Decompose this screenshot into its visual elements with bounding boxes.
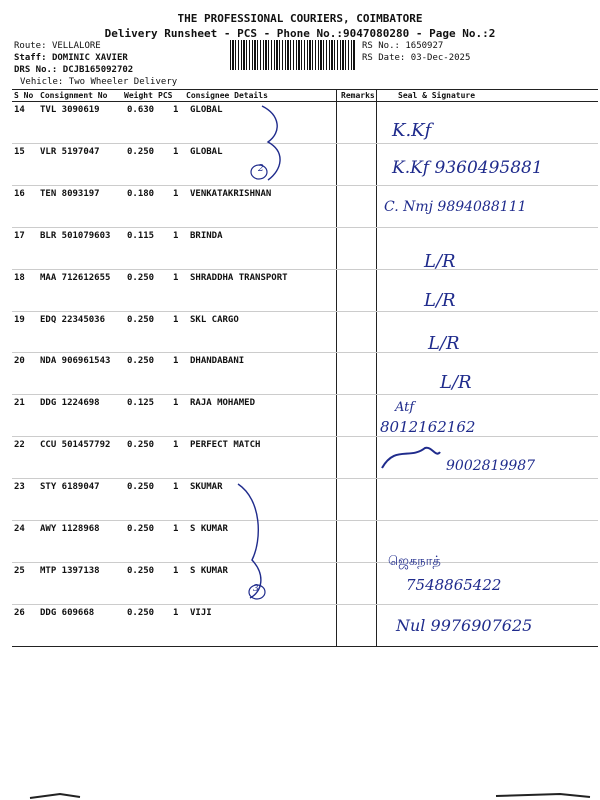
col-header-consignee: Consignee Details — [186, 91, 268, 100]
row-pcs: 1 — [173, 314, 179, 325]
row-pcs: 1 — [173, 356, 179, 367]
header-rule-top — [12, 89, 598, 90]
row-consignee: GLOBAL — [190, 146, 223, 157]
row-sno: 19 — [14, 314, 25, 325]
staff-label: Staff: — [14, 53, 47, 63]
row-consignee: BRINDA — [190, 230, 223, 241]
row-weight: 0.180 — [127, 188, 155, 199]
row-weight: 0.250 — [127, 565, 155, 576]
route-value: VELLALORE — [51, 41, 101, 51]
row-weight: 0.115 — [127, 230, 155, 241]
row-consignment-no: STY 6189047 — [40, 482, 100, 493]
company-title: THE PROFESSIONAL COURIERS, COIMBATORE — [177, 12, 423, 25]
table-row — [0, 394, 600, 436]
row-pcs: 1 — [173, 607, 179, 618]
signature-row-22: 9002819987 — [446, 458, 536, 474]
row-pcs: 1 — [173, 188, 179, 199]
row-consignment-no: TEN 8093197 — [40, 188, 100, 199]
staff-value: DOMINIC XAVIER — [51, 53, 128, 63]
row-consignment-no: BLR 501079603 — [40, 230, 111, 241]
col-header-weight: Weight — [124, 91, 153, 100]
row-weight: 0.250 — [127, 272, 155, 283]
row-weight: 0.250 — [127, 440, 155, 451]
rs-no-line — [362, 41, 443, 51]
row-weight: 0.250 — [127, 607, 155, 618]
row-sno: 26 — [14, 607, 25, 618]
row-consignment-no: TVL 3090619 — [40, 105, 100, 115]
row-weight: 0.250 — [127, 482, 155, 493]
signature-row-20: L/R — [440, 372, 472, 393]
row-consignment-no: MAA 712612655 — [40, 272, 111, 283]
row-consignee: GLOBAL — [190, 105, 223, 115]
rs-date-line — [362, 53, 470, 63]
row-weight: 0.250 — [127, 146, 155, 157]
row-consignment-no: NDA 906961543 — [40, 356, 111, 367]
row-weight: 0.250 — [127, 524, 155, 534]
row-sno: 20 — [14, 356, 25, 367]
signature-row-21-phone: 8012162162 — [380, 418, 476, 436]
signature-row-25-name: ஜெகநாத் — [388, 554, 441, 569]
row-consignee: S KUMAR — [190, 565, 228, 576]
rs-date-value: 03-Dec-2025 — [410, 53, 471, 63]
row-pcs: 1 — [173, 524, 179, 534]
rs-no-label: RS No.: — [362, 41, 400, 51]
rs-no-value: 1650927 — [405, 41, 444, 51]
route-label: Route: — [14, 41, 47, 51]
row-consignment-no: DDG 609668 — [40, 607, 95, 618]
row-separator — [12, 604, 598, 605]
row-consignment-no: MTP 1397138 — [40, 565, 100, 576]
row-sno: 21 — [14, 398, 25, 409]
row-separator — [12, 352, 598, 353]
bracket-label-2: 3 — [253, 584, 259, 594]
signature-row-26: Nul 9976907625 — [396, 616, 533, 635]
table-row — [0, 478, 600, 520]
table-row — [0, 520, 600, 562]
row-weight: 0.125 — [127, 398, 155, 409]
vehicle-line — [20, 77, 177, 87]
row-consignment-no: AWY 1128968 — [40, 524, 100, 534]
row-sno: 14 — [14, 105, 25, 115]
col-header-signature: Seal & Signature — [398, 91, 476, 100]
row-separator — [12, 269, 598, 270]
rs-date-label: RS Date: — [362, 53, 406, 63]
signature-row-18: L/R — [424, 290, 456, 311]
row-consignee: S KUMAR — [190, 524, 228, 534]
signature-row-21-initials: Atf — [395, 400, 415, 415]
row-pcs: 1 — [173, 440, 179, 451]
route-line — [14, 41, 101, 51]
row-separator — [12, 143, 598, 144]
row-separator — [12, 227, 598, 228]
row-sno: 16 — [14, 188, 25, 199]
signature-row-14: K.Kf — [392, 120, 432, 141]
col-header-remarks: Remarks — [341, 91, 375, 100]
barcode-image — [230, 40, 356, 70]
table-row — [0, 227, 600, 269]
row-weight: 0.250 — [127, 356, 155, 367]
footer-mark-right — [496, 794, 590, 797]
row-pcs: 1 — [173, 482, 179, 493]
vehicle-value: Two Wheeler Delivery — [68, 77, 178, 87]
row-pcs: 1 — [173, 105, 179, 115]
col-header-sno: S No — [14, 91, 34, 100]
row-consignment-no: CCU 501457792 — [40, 440, 111, 451]
row-consignee: SKUMAR — [190, 482, 223, 493]
signature-row-19: L/R — [428, 333, 460, 354]
row-sno: 24 — [14, 524, 25, 534]
row-pcs: 1 — [173, 230, 179, 241]
row-consignee: DHANDABANI — [190, 356, 245, 367]
col-header-consignment: Consignment No — [40, 91, 108, 100]
row-sno: 22 — [14, 440, 25, 451]
row-pcs: 1 — [173, 565, 179, 576]
signature-row-25-phone: 7548865422 — [406, 576, 502, 594]
row-pcs: 1 — [173, 272, 179, 283]
row-sno: 18 — [14, 272, 25, 283]
runsheet-subtitle: Delivery Runsheet - PCS - Phone No.:9047080280 - Page No.:2 — [104, 27, 496, 40]
row-separator — [12, 394, 598, 395]
drs-value: DCJB165092702 — [62, 65, 134, 75]
row-pcs: 1 — [173, 398, 179, 409]
row-separator — [12, 311, 598, 312]
row-pcs: 1 — [173, 146, 179, 157]
row-consignee: SHRADDHA TRANSPORT — [190, 272, 288, 283]
table-row — [0, 101, 600, 143]
row-separator — [12, 185, 598, 186]
bracket-label-1: 2 — [258, 164, 264, 174]
row-consignee: PERFECT MATCH — [190, 440, 261, 451]
table-row — [0, 269, 600, 311]
staff-line — [14, 53, 128, 63]
row-consignment-no: DDG 1224698 — [40, 398, 100, 409]
signature-row-17: L/R — [424, 251, 456, 272]
row-separator — [12, 478, 598, 479]
row-separator — [12, 520, 598, 521]
row-weight: 0.250 — [127, 314, 155, 325]
row-consignee: VENKATAKRISHNAN — [190, 188, 272, 199]
table-row — [0, 562, 600, 604]
signature-row-16: C. Nmj 9894088111 — [384, 199, 527, 215]
row-weight: 0.630 — [127, 105, 155, 115]
row-consignee: SKL CARGO — [190, 314, 239, 325]
row-consignment-no: VLR 5197047 — [40, 146, 100, 157]
row-sno: 23 — [14, 482, 25, 493]
table-row — [0, 311, 600, 353]
row-sno: 17 — [14, 230, 25, 241]
row-consignee: RAJA MOHAMED — [190, 398, 256, 409]
drs-line — [14, 65, 133, 75]
row-consignee: VIJI — [190, 607, 212, 618]
vehicle-label: Vehicle: — [20, 77, 64, 87]
col-header-pcs: PCS — [158, 91, 173, 100]
table-bottom-rule — [12, 646, 598, 647]
signature-row-15: K.Kf 9360495881 — [392, 158, 543, 178]
row-separator — [12, 562, 598, 563]
row-sno: 15 — [14, 146, 25, 157]
table-row — [0, 352, 600, 394]
drs-label: DRS No.: — [14, 65, 58, 75]
row-sno: 25 — [14, 565, 25, 576]
footer-mark-left — [30, 794, 80, 798]
row-consignment-no: EDQ 22345036 — [40, 314, 106, 325]
row-separator — [12, 436, 598, 437]
